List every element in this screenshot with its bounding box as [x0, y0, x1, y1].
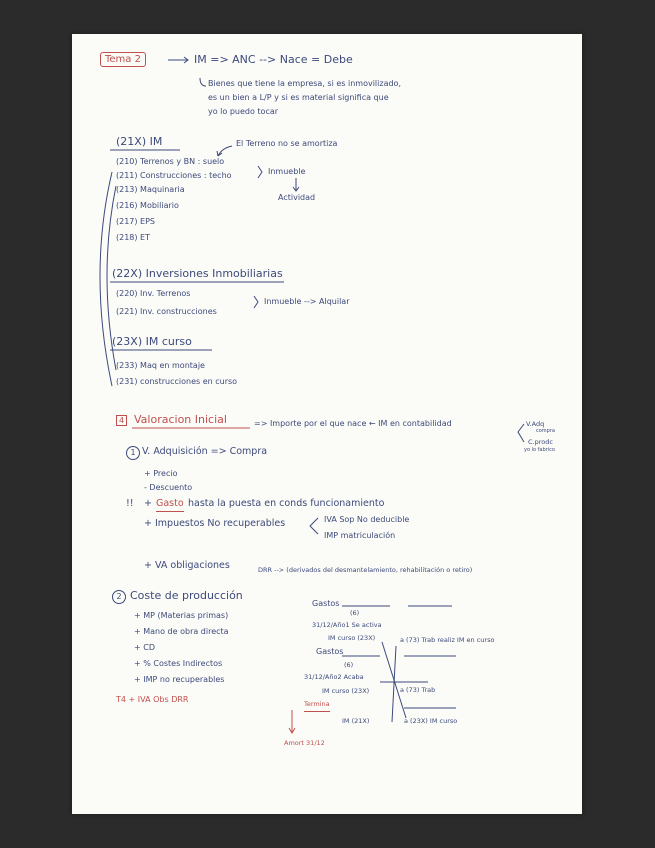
cprod-label: C.prodc	[528, 438, 553, 446]
sub-number: 2	[112, 590, 126, 604]
alert-mark: !!	[126, 498, 134, 509]
gastos-group: (6)	[344, 661, 354, 669]
trabajos-realizados: a (73) Trab realiz IM en curso	[400, 636, 495, 644]
va-obligaciones: + VA obligaciones	[144, 560, 230, 571]
sub-number: 1	[126, 446, 140, 460]
adquisicion-item: - Descuento	[144, 483, 193, 492]
impuestos-line: + Impuestos No recuperables	[144, 518, 286, 529]
page-title: Tema 2	[100, 52, 146, 67]
amort-note: Amort 31/12	[284, 739, 325, 747]
imp-matriculacion: IMP matriculación	[324, 531, 396, 540]
actividad-label: Actividad	[278, 193, 316, 202]
adquisicion-item: + Precio	[144, 469, 178, 478]
date-se-activa: 31/12/Año1 Se activa	[312, 621, 382, 629]
gasto-word: Gasto	[156, 498, 184, 512]
im-curso-credit: a (23X) IM curso	[404, 717, 458, 725]
im-curso-debit: IM curso (23X)	[322, 687, 370, 695]
valoracion-definition: => Importe por el que nace ← IM en contabilidad	[254, 419, 452, 428]
adquisicion-heading: V. Adquisición => Compra	[142, 446, 268, 457]
iva-sop: IVA Sop No deducible	[324, 515, 410, 524]
inversiones-heading: (22X) Inversiones Inmobiliarias	[112, 267, 283, 280]
cprod-note: yo lo fabrico	[524, 447, 555, 453]
produccion-item: + MP (Materias primas)	[134, 611, 229, 620]
produccion-item: + Mano de obra directa	[134, 627, 229, 636]
produccion-item: + CD	[134, 643, 155, 652]
gastos-label: Gastos	[316, 647, 344, 656]
im-heading: (21X) IM	[116, 135, 163, 148]
gastos-group: (6)	[350, 609, 360, 617]
description-line-3: yo lo puedo tocar	[208, 107, 279, 116]
vadq-label: V.Adq	[526, 420, 545, 428]
im-item: (211) Construcciones : techo	[116, 171, 232, 180]
notebook-page	[72, 34, 582, 814]
produccion-item: + % Costes Indirectos	[134, 659, 223, 668]
gasto-plus: +	[144, 498, 152, 509]
termina-label: Termina	[304, 698, 330, 712]
vadq-note: compra	[536, 428, 555, 434]
im-item: (216) Mobiliario	[116, 201, 179, 210]
curso-item: (231) construcciones en curso	[116, 377, 238, 386]
im-item: (217) EPS	[116, 217, 156, 226]
date-acaba: 31/12/Año2 Acaba	[304, 673, 364, 681]
inmueble-label: Inmueble	[268, 167, 306, 176]
curso-heading: (23X) IM curso	[112, 335, 192, 348]
valoracion-title: Valoracion Inicial	[134, 413, 227, 426]
gastos-label: Gastos	[312, 599, 340, 608]
alquilar-label: Inmueble --> Alquilar	[264, 297, 350, 306]
im-item: (213) Maquinaria	[116, 185, 185, 194]
t4-note: T4 + IVA Obs DRR	[116, 695, 189, 704]
inversiones-item: (221) Inv. construcciones	[116, 307, 217, 316]
trabajos-label: a (73) Trab	[400, 686, 436, 694]
description-line-2: es un bien a L/P y si es material significa que	[208, 93, 389, 102]
produccion-item: + IMP no recuperables	[134, 675, 225, 684]
im-item: (210) Terrenos y BN : suelo	[116, 157, 225, 166]
im-definition: IM => ANC --> Nace = Debe	[194, 53, 353, 66]
produccion-heading: Coste de producción	[130, 589, 243, 602]
terreno-note: El Terreno no se amortiza	[236, 139, 338, 148]
gasto-rest: hasta la puesta en conds funcionamiento	[188, 498, 385, 509]
curso-item: (233) Maq en montaje	[116, 361, 205, 370]
im-curso-debit: IM curso (23X)	[328, 634, 376, 642]
inversiones-item: (220) Inv. Terrenos	[116, 289, 191, 298]
section-number: 4	[116, 415, 127, 426]
im-item: (218) ET	[116, 233, 150, 242]
drr-note: DRR --> (derivados del desmantelamiento, rehabilitación o retiro)	[258, 566, 473, 574]
description-line-1: Bienes que tiene la empresa, si es inmovilizado,	[208, 79, 401, 88]
im-debit: IM (21X)	[342, 717, 370, 725]
